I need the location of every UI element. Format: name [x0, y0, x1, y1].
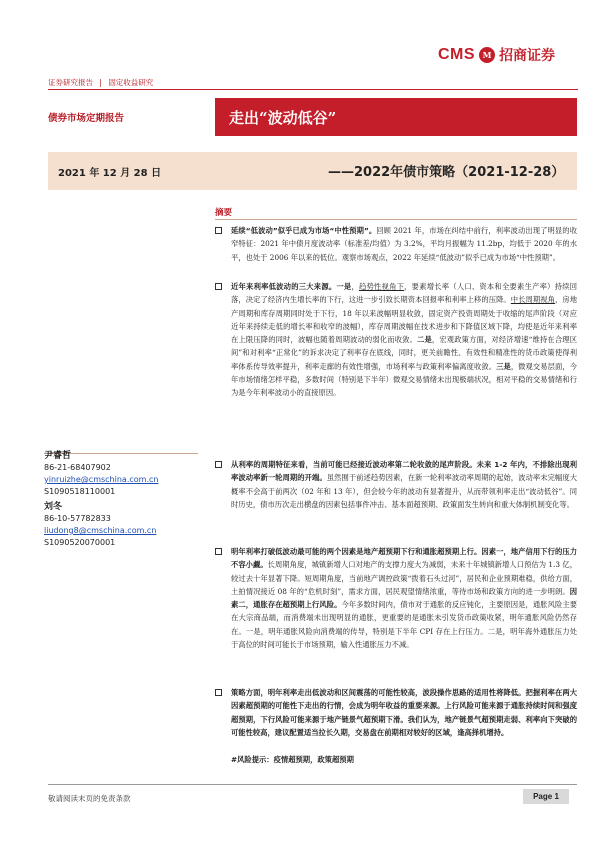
- bullet-bold-text: 延续“低波动”似乎已成为市场“中性预期”。: [231, 226, 377, 235]
- abstract-heading: 摘要: [215, 208, 233, 218]
- bullet-plain-text: ，: [351, 282, 359, 291]
- bullet-underlined-text: 中长周期视角: [510, 295, 555, 305]
- abstract-divider: [215, 219, 577, 220]
- bullet-plain-text: 长周期角度，城镇新增人口对地产的支撑力度大为减弱，未来十年城镇新增人口预估为 1.3 亿，较过去十年显著下降。短周期角度，当前地产调控政策“拨着石头过河”，居民和企业预期难稳，供给方面，土拍情况接近 08 年的“危机时刻”，需求方面，居民观望情绪浓重，等待市场和政策方向的进一步明朗。: [231, 560, 577, 596]
- analyst-cert-no: S1090520070001: [44, 538, 116, 547]
- analyst-email-link[interactable]: liudong8@cmschina.com.cn: [44, 526, 157, 535]
- bullet-plain-text: ，微观交易层面，今年市场情绪怎样平稳，多数时间（特别是下半年）微观交易情绪未出现极端状况，相对平稳的交易情绪和行为是今年利率波动小的直接原因。: [231, 361, 578, 398]
- analyst-name: 刘冬: [44, 502, 63, 512]
- breadcrumb-item-fixed-income: 固定收益研究: [108, 78, 154, 87]
- analyst-card-2: [44, 501, 156, 549]
- bullet-text: [231, 686, 577, 739]
- analyst-cert-no: S1090518110001: [44, 487, 116, 496]
- analyst-email-link[interactable]: yinruizhe@cmschina.com.cn: [44, 475, 159, 484]
- breadcrumb-separator: |: [99, 78, 102, 87]
- bullet-text: [231, 458, 577, 511]
- footer-disclaimer: 敬请阅读末页的免责条款: [48, 794, 131, 803]
- page-title: 走出“波动低谷”: [229, 109, 337, 127]
- checkbox-icon: [215, 283, 222, 290]
- bullet-bold-text: 二是: [417, 335, 432, 345]
- bullet-plain-text: ，宏观政策方面，对经济增速“维持在合理区间”和对利率“正常化”的诉求决定了利率存在底线，同时，更关前瞻性、有效性和精准性的货币政策使得利率体系传导效率提升，利率走廊的有效性增强，市场利率与政策利率偏离度收敛。: [231, 335, 578, 371]
- bullet-bold-text: 三是: [496, 361, 511, 371]
- bullet-underlined-text: 趋势性视角下: [358, 282, 405, 291]
- bullet-bold-text: 因素二，通胀存在超预期上行风险。: [231, 586, 577, 610]
- bullet-plain-text: ，房地产周期和库存周期同时处于下行，18 年以来波幅明显收敛，固定资产投资周期处于收缩的尾声阶段（对应近年来持续走低的增长率和收窄的波幅），库存周期波幅在技术进步和下降值区域下降，均使是近年来利率在上限压降的同时，波幅也随着周期波动的弱化而收敛。: [231, 295, 578, 345]
- analyst-phone: 86-21-68407902: [44, 463, 111, 472]
- bullet-plain-text: 今年多数时间内，债市对于通胀的反应钝化，主要原因是，通胀风险主要在大宗商品端，而消费端未出现明显的通胀，更重要的是通胀未引发货币政策收紧，明年通胀风险仍然存在。一是，明年通胀风险向消费端的传导，特别是下半年 CPI 存在上行压力。二是，明年海外通胀压力处于高位的时间可能长于市场预期，输入性通胀压力不减。: [231, 600, 578, 650]
- analyst-phone: 86-10-57782833: [44, 514, 111, 523]
- bullet-bold-text: #风险提示：疫情超预期，政策超预期: [231, 755, 354, 764]
- bullet-bold-text: 从利率的周期特征来看，当前可能已经接近波动率第二轮收敛的尾声阶段。未来 1-2 年内，不排除出现利率波动率新一轮周期的开端。: [231, 460, 577, 483]
- bullet-plain-text: 虽然囿于前述趋势因素，在新一轮利率波动率周期的起始，波动率未完幅度大概率不会高于前两次（02 年和 13 年），但会较今年的波动有显著提升，从而带领利率走出“波动低谷”。同时历史，债市历次走出横盘的因素包括事件冲击、基本面超预期、政策面发生转向和重大体制机制变化等。: [231, 473, 578, 509]
- bullet-bold-text: 近年来利率低波动的三大来源。一是: [231, 282, 352, 291]
- bullet-bold-text: 策略方面，明年利率走出低波动和区间震荡的可能性较高，波段操作思路的适用性将降低。把握利率在两大因素超预期的可能性下走出的行情，会成为明年收益的重要来源。上行风险可能来源于通胀持续时间和强度超预期，下行风险可能来源于地产链景气超预期下滑。我们认为，地产链景气超预期走弱、利率向下突破的可能性较高，建议配置适当拉长久期，交易盘在前期相对较好的区域，逢高择机增持。: [231, 688, 577, 737]
- logo-cms-text: CMS: [438, 46, 476, 63]
- bullet-text: [231, 280, 577, 400]
- checkbox-icon: [215, 227, 222, 234]
- bullet-text: [231, 224, 577, 264]
- report-type: 债券市场定期报告: [48, 113, 125, 124]
- page-number: Page 1: [523, 789, 569, 804]
- analyst-card-1: [44, 450, 158, 498]
- title-band: [215, 98, 577, 136]
- bullet-plain-text: ，要素增长率（人口、资本和全要素生产率）持续回落，决定了经济内生增长率的下行，这进一步引致长期资本回报率和利率上移的压降。: [231, 282, 578, 305]
- checkbox-icon: [215, 689, 222, 696]
- report-date: 2021 年 12 月 28 日: [58, 168, 162, 179]
- breadcrumb: [48, 77, 153, 88]
- report-subtitle: ——2022年债市策略（2021-12-28）: [328, 165, 565, 180]
- checkbox-icon: [215, 461, 222, 468]
- bullet-plain-text: 回顾 2021 年，市场在纠结中前行，利率波动出现了明显的收窄特征：2021 年中债月度波动率（标准差/均值）为 3.2%，平均月振幅为 11.2bp，均低于 2020 年的水平，也处于 2006 年以来的低位。观察市场观点，2022 年延续“低波动”似乎已成为市场“中性预期”。: [231, 226, 577, 262]
- breadcrumb-item-research: 证券研究报告: [48, 78, 93, 87]
- cms-logo: [438, 45, 555, 65]
- risk-text: [231, 753, 577, 766]
- bullet-bold-text: 明年利率打破低波动最可能的两个因素是地产超预期下行和通胀超预期上行。因素一，地产信用下行的压力不容小觑。: [231, 547, 577, 570]
- footer-divider: [48, 784, 577, 785]
- bullet-text: [231, 545, 577, 651]
- header-divider: [48, 89, 578, 90]
- logo-company-name: 招商证券: [499, 48, 556, 64]
- analyst-name: 尹睿哲: [44, 451, 72, 461]
- logo-seal-icon: M: [479, 47, 495, 63]
- checkbox-icon: [215, 548, 222, 555]
